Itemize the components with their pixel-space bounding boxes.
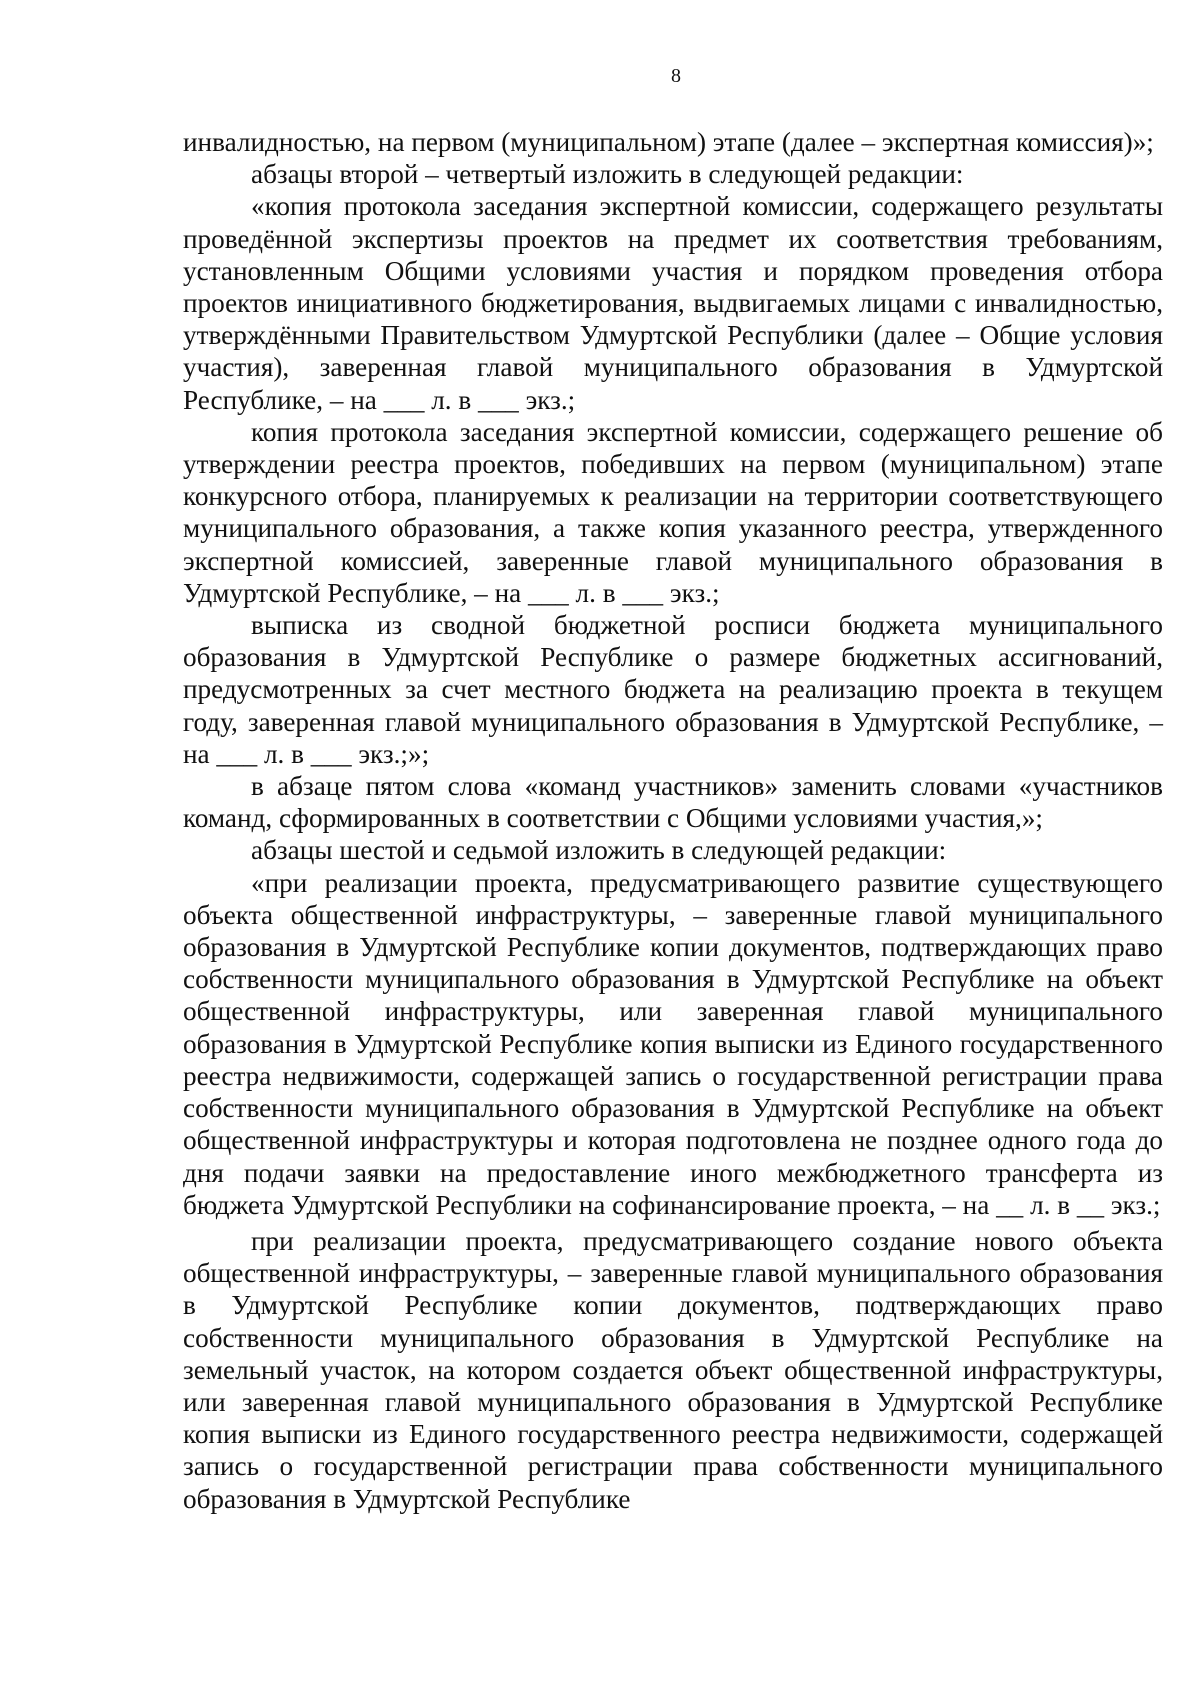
paragraph-existing-object: «при реализации проекта, предусматривающего развитие существующего объекта общественной инфраструктуры, – заверенные главой муниципального образования в Удмуртской Республике копии документов, подтверждающих право собственности муниципального образования в Удмуртской Республике на объект общественной инфраструктуры, или заверенная главой муниципального образования в Удмуртской Республике копия выписки из Единого государственного реестра недвижимости, содержащей запись о государственной регистрации права собственности муниципального образования в Удмуртской Республике на объект общественной инфраструктуры и которая подготовлена не позднее одного года до дня подачи заявки на предоставление иного межбюджетного трансферта из бюджета Удмуртской Республики на софинансирование проекта, – на __ л. в __ экз.; [183, 867, 1163, 1220]
paragraph-amendment-intro: абзацы второй – четвертый изложить в следующей редакции: [251, 159, 964, 190]
paragraph-six-seven-intro: абзацы шестой и седьмой изложить в следующей редакции: [251, 835, 947, 866]
paragraph-protocol-registry: копия протокола заседания экспертной комиссии, содержащего решение об утверждении реестра проектов, победивших на первом (муниципальном) этапе конкурсного отбора, планируемых к реализации на территории соответствующего муниципального образования, а также копия указанного реестра, утвержденного экспертной комиссией, заверенные главой муниципального образования в Удмуртской Республике, – на ___ л. в ___ экз.; [183, 416, 1163, 608]
paragraph-continuation: инвалидностью, на первом (муниципальном) этапе (далее – экспертная комиссия)»; [183, 127, 1154, 157]
paragraph-protocol-expertise: «копия протокола заседания экспертной комиссии, содержащего результаты проведённой экспертизы проектов на предмет их соответствия требованиям, установленным Общими условиями участия и порядком проведения отбора проектов инициативного бюджетирования, выдвигаемых лицами с инвалидностью, утверждёнными Правительством Удмуртской Республики (далее – Общие условия участия), заверенная главой муниципального образования в Удмуртской Республике, – на ___ л. в ___ экз.; [183, 191, 1163, 415]
paragraph-new-object: при реализации проекта, предусматривающего создание нового объекта общественной инфраструктуры, – заверенные главой муниципального образования в Удмуртской Республике копии документов, подтверждающих право собственности муниципального образования в Удмуртской Республике на земельный участок, на котором создается объект общественной инфраструктуры, или заверенная главой муниципального образования в Удмуртской Республике копия выписки из Единого государственного реестра недвижимости, содержащей запись о государственной регистрации права собственности муниципального образования в Удмуртской Республике [183, 1225, 1163, 1514]
paragraph-paragraph-five: в абзаце пятом слова «команд участников» заменить словами «участников команд, сформированных в соответствии с Общими условиями участия,»; [183, 771, 1163, 834]
document-body [183, 126, 1163, 1515]
page-number: 8 [671, 65, 681, 87]
paragraph-budget-extract: выписка из сводной бюджетной росписи бюджета муниципального образования в Удмуртской Республике о размере бюджетных ассигнований, предусмотренных за счет местного бюджета на реализацию проекта в текущем году, заверенная главой муниципального образования в Удмуртской Республике, – на ___ л. в ___ экз.;»; [183, 610, 1163, 769]
